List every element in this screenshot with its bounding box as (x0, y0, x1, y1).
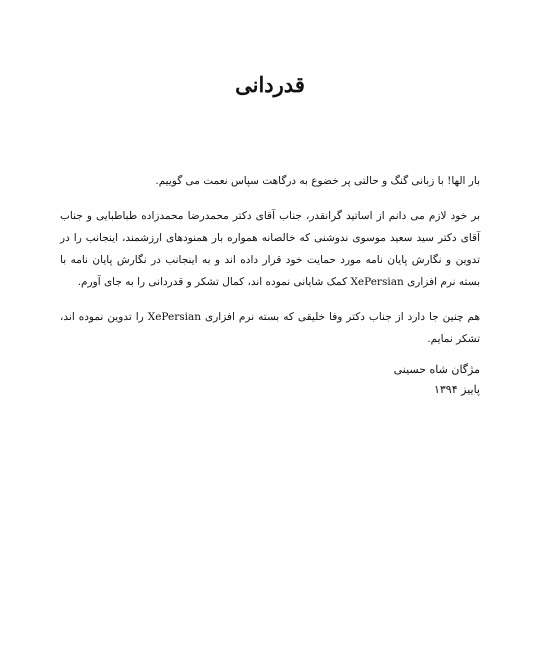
paragraph-package-author: هم چنین جا دارد از جناب دکتر وفا خلیقی که بسته نرم افزاری XePersian را تدوین نموده اند، تشکر نمایم. (60, 311, 480, 345)
signature-block (394, 360, 480, 400)
acknowledgement-body (60, 170, 480, 350)
paragraph-praise: بار الها! با زبانی گنگ و حالتی پر خضوع به درگاهت سپاس نعمت می گوییم. (155, 175, 480, 187)
paragraph-professors: بر خود لازم می دانم از اساتید گرانقدر، جناب آقای دکتر محمدرضا محمدزاده طباطبایی و جناب آقای دکتر سید سعید موسوی ندوشنی که خالصانه همواره بار همنودهای ارزشمند، اینجانب را در تدوین و نگارش پایان نامه مورد حمایت خود قرار داده اند و به اینجانب در نگارش پایان نامه با بسته نرم افزاری XePersian کمک شایانی نموده اند، کمال تشکر و قدردانی را به جای آورم. (60, 210, 480, 288)
author-name: مژگان شاه حسینی (393, 363, 480, 376)
page-title: قدردانی (235, 72, 305, 97)
signature-date: پاییز ۱۳۹۴ (433, 383, 480, 396)
